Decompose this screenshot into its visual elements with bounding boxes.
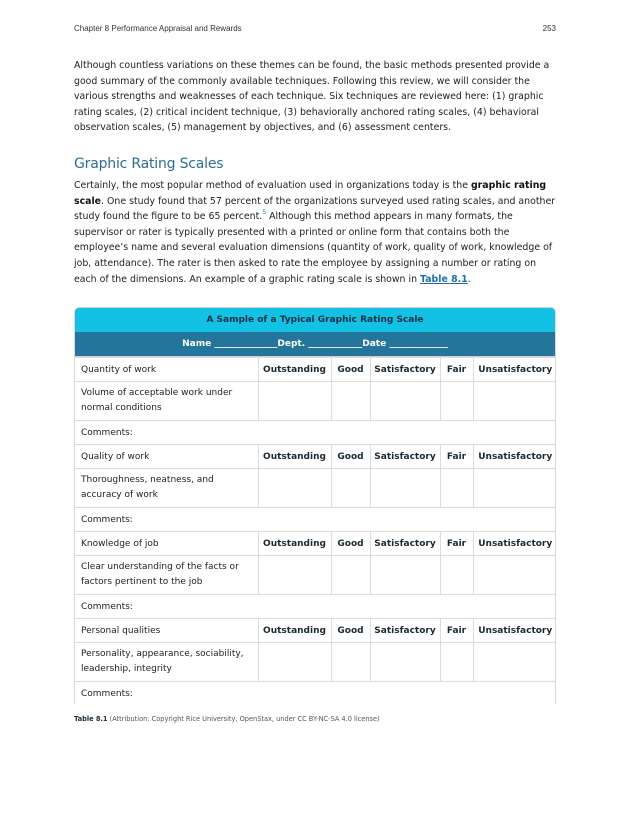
dept-field-label: Dept. ____________ xyxy=(277,339,363,349)
dimension-name: Knowledge of job xyxy=(75,532,258,556)
rating-cell-fair[interactable] xyxy=(440,556,473,595)
table-link[interactable]: Table 8.1 xyxy=(420,273,468,285)
rating-cell-satisfactory[interactable] xyxy=(370,556,440,595)
dimension-description: Personality, appearance, sociability, leadership, integrity xyxy=(75,643,258,682)
body-paragraph xyxy=(74,178,557,287)
rating-header-fair: Fair xyxy=(440,358,473,382)
rating-header-outstanding: Outstanding xyxy=(258,358,331,382)
dimension-description-row xyxy=(75,643,556,682)
comments-field[interactable]: Comments: xyxy=(75,595,556,619)
rating-header-good: Good xyxy=(331,532,370,556)
rating-cell-satisfactory[interactable] xyxy=(370,469,440,508)
rating-cell-outstanding[interactable] xyxy=(258,469,331,508)
body-text-4: . xyxy=(467,273,471,285)
dimension-header-row xyxy=(75,532,556,556)
section-heading: Graphic Rating Scales xyxy=(74,156,224,172)
dimension-header-row xyxy=(75,445,556,469)
comments-row xyxy=(75,682,556,705)
rating-header-good: Good xyxy=(331,358,370,382)
key-term: graphic rating scale xyxy=(74,180,547,207)
rating-header-fair: Fair xyxy=(440,445,473,469)
employee-info-row xyxy=(75,332,555,357)
running-head xyxy=(74,24,556,38)
rating-header-fair: Fair xyxy=(440,532,473,556)
table-attribution xyxy=(74,715,380,723)
rating-cell-fair[interactable] xyxy=(440,469,473,508)
body-text-3: Although this method appears in many formats, the supervisor or rater is typically presented with a printed or online form that contains both the employee’s name and several evaluation dimensions (quantity of work, quality of work, knowledge of job, attendance). The rater is then asked to rate the employee by assigning a number or rating on each of the dimensions. An example of a graphic rating scale is shown in xyxy=(74,211,553,285)
rating-cell-unsatisfactory[interactable] xyxy=(473,556,556,595)
table-label: Table 8.1 xyxy=(74,715,108,723)
comments-row xyxy=(75,421,556,445)
rating-header-unsatisfactory: Unsatisfactory xyxy=(473,358,556,382)
rating-header-satisfactory: Satisfactory xyxy=(370,358,440,382)
rating-cell-fair[interactable] xyxy=(440,643,473,682)
comments-field[interactable]: Comments: xyxy=(75,421,556,445)
rating-cell-fair[interactable] xyxy=(440,382,473,421)
dimension-name: Quality of work xyxy=(75,445,258,469)
rating-cell-good[interactable] xyxy=(331,556,370,595)
body-text-2: . One study found that 57 percent of the organizations surveyed used rating scales, and another study found the figure to be 65 percent. xyxy=(74,195,556,223)
rating-scale-table xyxy=(74,307,556,704)
rating-header-fair: Fair xyxy=(440,619,473,643)
comments-field[interactable]: Comments: xyxy=(75,508,556,532)
rating-cell-outstanding[interactable] xyxy=(258,556,331,595)
rating-cell-good[interactable] xyxy=(331,382,370,421)
intro-paragraph: Although countless variations on these themes can be found, the basic methods presented provide a good summary of the commonly available techniques. Following this review, we will consider the various strengths and weaknesses of each technique. Six techniques are reviewed here: (1) graphic rating scales, (2) critical incident technique, (3) behaviorally anchored rating scales, (4) behavioral observation scales, (5) management by objectives, and (6) assessment centers. xyxy=(74,60,550,134)
table-caption: A Sample of a Typical Graphic Rating Scale xyxy=(75,308,555,332)
dimension-description: Thoroughness, neatness, and accuracy of work xyxy=(75,469,258,508)
rating-header-unsatisfactory: Unsatisfactory xyxy=(473,445,556,469)
rating-header-outstanding: Outstanding xyxy=(258,445,331,469)
dimension-name: Quantity of work xyxy=(75,358,258,382)
rating-cell-good[interactable] xyxy=(331,643,370,682)
rating-cell-unsatisfactory[interactable] xyxy=(473,643,556,682)
page-number: 253 xyxy=(542,24,556,33)
dimension-header-row xyxy=(75,619,556,643)
dimension-description-row xyxy=(75,469,556,508)
rating-header-unsatisfactory: Unsatisfactory xyxy=(473,532,556,556)
rating-cell-satisfactory[interactable] xyxy=(370,643,440,682)
rating-grid xyxy=(75,357,556,704)
attribution-text: (Attribution: Copyright Rice University, OpenStax, under CC BY-NC-SA 4.0 license) xyxy=(107,715,380,723)
date-field-label: Date _____________ xyxy=(362,339,448,349)
name-field-label: Name ______________ xyxy=(182,339,278,349)
dimension-description-row xyxy=(75,382,556,421)
rating-cell-unsatisfactory[interactable] xyxy=(473,469,556,508)
dimension-description: Volume of acceptable work under normal conditions xyxy=(75,382,258,421)
rating-cell-good[interactable] xyxy=(331,469,370,508)
dimension-name: Personal qualities xyxy=(75,619,258,643)
rating-cell-outstanding[interactable] xyxy=(258,382,331,421)
dimension-header-row xyxy=(75,358,556,382)
rating-header-good: Good xyxy=(331,445,370,469)
dimension-description-row xyxy=(75,556,556,595)
rating-header-satisfactory: Satisfactory xyxy=(370,619,440,643)
comments-field[interactable]: Comments: xyxy=(75,682,556,705)
footnote-reference[interactable]: 5 xyxy=(262,209,267,217)
rating-header-satisfactory: Satisfactory xyxy=(370,532,440,556)
rating-cell-outstanding[interactable] xyxy=(258,643,331,682)
rating-cell-satisfactory[interactable] xyxy=(370,382,440,421)
chapter-title: Chapter 8 Performance Appraisal and Rewards xyxy=(74,24,242,33)
body-text-1: Certainly, the most popular method of evaluation used in organizations today is the xyxy=(74,180,471,191)
comments-row xyxy=(75,595,556,619)
rating-header-outstanding: Outstanding xyxy=(258,619,331,643)
rating-header-unsatisfactory: Unsatisfactory xyxy=(473,619,556,643)
rating-header-outstanding: Outstanding xyxy=(258,532,331,556)
comments-row xyxy=(75,508,556,532)
dimension-description: Clear understanding of the facts or factors pertinent to the job xyxy=(75,556,258,595)
rating-header-satisfactory: Satisfactory xyxy=(370,445,440,469)
rating-cell-unsatisfactory[interactable] xyxy=(473,382,556,421)
rating-header-good: Good xyxy=(331,619,370,643)
